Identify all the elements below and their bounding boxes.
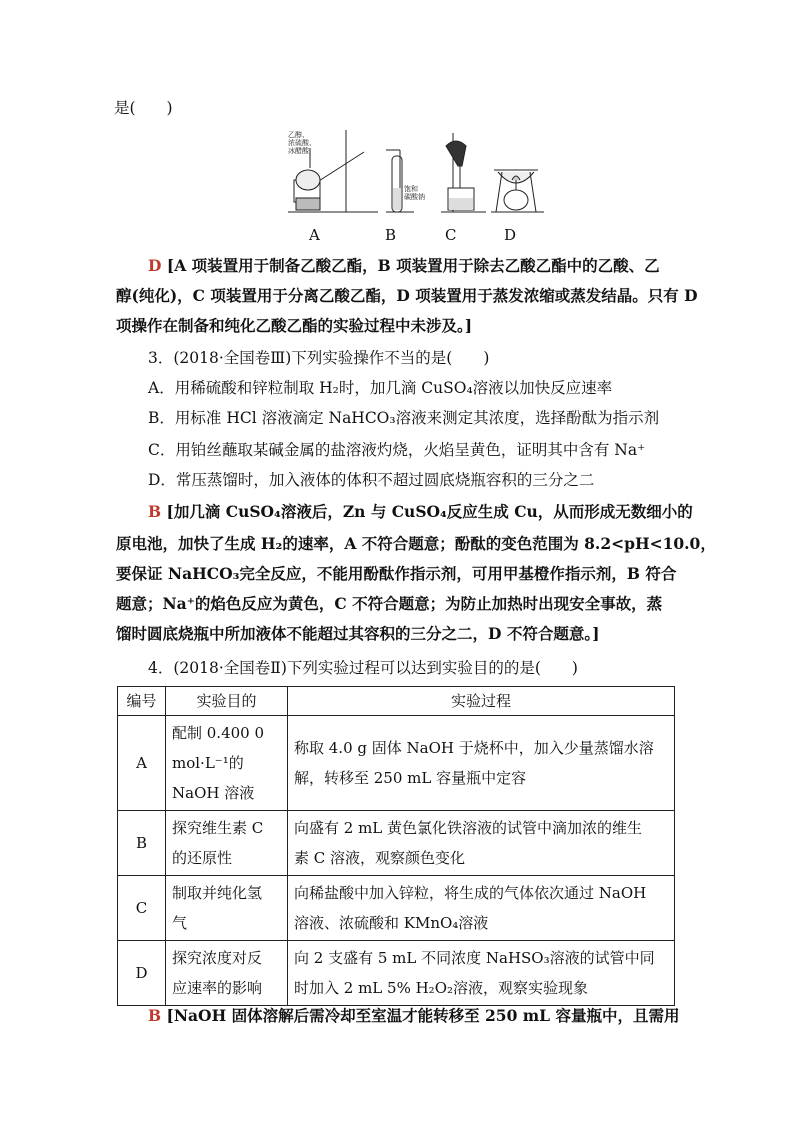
apparatus-d-illustration [491, 170, 544, 212]
row-b-process-1: 向盛有 2 mL 黄色氯化铁溶液的试管中滴加浓的维生 [294, 819, 643, 837]
question-stem-tail: 是( ) [114, 99, 173, 117]
q3-answer-line-2: 原电池，加快了生成 H₂的速率，A 不符合题意；酚酞的变色范围为 8.2<pH<10.0， [116, 534, 716, 553]
row-d-id: D [118, 941, 166, 1006]
q3-answer-letter: B [148, 502, 162, 521]
q4-table-header-row [118, 687, 675, 716]
q4-stem: 4．(2018·全国卷Ⅱ)下列实验过程可以达到实验目的的是( ) [148, 659, 578, 677]
apparatus-a-illustration [288, 130, 378, 212]
row-b-process-2: 素 C 溶液，观察颜色变化 [294, 849, 466, 867]
figure-label-a: A [309, 226, 320, 244]
row-d-purpose [166, 941, 288, 1006]
q2-answer-line-3: 项操作在制备和纯化乙酸乙酯的实验过程中未涉及。] [116, 316, 473, 335]
figure-label-b: B [385, 226, 397, 244]
apparatus-b-text-2: 碳酸钠 [404, 193, 425, 201]
row-c-process-1: 向稀盐酸中加入锌粒，将生成的气体依次通过 NaOH [294, 884, 647, 902]
apparatus-a-text-2: 浓硫酸、 [288, 139, 316, 147]
row-c-purpose-1: 制取并纯化氢 [172, 884, 263, 902]
q3-answer-line-4: 题意；Na⁺的焰色反应为黄色，C 不符合题意；为防止加热时出现安全事故，蒸 [116, 594, 663, 613]
q4-table [117, 686, 675, 1006]
row-d-process [288, 941, 675, 1006]
q3-answer-line-3: 要保证 NaHCO₃完全反应，不能用酚酞作指示剂，可用甲基橙作指示剂，B 符合 [116, 564, 677, 583]
row-b-purpose [166, 811, 288, 876]
apparatus-b-text-1: 饱和 [404, 185, 418, 193]
row-a-process [288, 716, 675, 811]
q3-answer-line-1 [148, 502, 693, 522]
q3-answer-line-5: 馏时圆底烧瓶中所加液体不能超过其容积的三分之二，D 不符合题意。] [116, 624, 600, 643]
q4-answer-line-1 [148, 1006, 679, 1026]
apparatus-a-text-3: 冰醋酸 [288, 147, 309, 155]
q4-header-id: 编号 [118, 687, 166, 716]
q4-answer-letter: B [148, 1006, 162, 1025]
row-c-purpose [166, 876, 288, 941]
row-c-process [288, 876, 675, 941]
q4-header-process: 实验过程 [288, 687, 675, 716]
row-b-purpose-1: 探究维生素 C [172, 819, 264, 837]
apparatus-figure [286, 128, 546, 220]
q3-option-c: C．用铂丝蘸取某碱金属的盐溶液灼烧，火焰呈黄色，证明其中含有 Na⁺ [148, 441, 646, 459]
row-a-id: A [118, 716, 166, 811]
row-d-process-1: 向 2 支盛有 5 mL 不同浓度 NaHSO₃溶液的试管中同 [294, 949, 655, 967]
apparatus-c-illustration [441, 133, 486, 212]
row-d-purpose-2: 应速率的影响 [172, 979, 263, 997]
apparatus-b-illustration [386, 150, 425, 212]
table-row [118, 811, 675, 876]
row-d-purpose-1: 探究浓度对反 [172, 949, 263, 967]
q3-stem: 3．(2018·全国卷Ⅲ)下列实验操作不当的是( ) [148, 349, 490, 367]
figure-label-c: C [445, 226, 457, 244]
row-b-process [288, 811, 675, 876]
q3-option-b: B．用标准 HCl 溶液滴定 NaHCO₃溶液来测定其浓度，选择酚酞为指示剂 [148, 409, 660, 427]
q2-answer-text-1: [A 项装置用于制备乙酸乙酯，B 项装置用于除去乙酸乙酯中的乙酸、乙 [166, 256, 660, 275]
q3-option-a: A．用稀硫酸和锌粒制取 H₂时，加几滴 CuSO₄溶液以加快反应速率 [148, 379, 613, 397]
table-row [118, 716, 675, 811]
figure-label-d: D [504, 226, 517, 244]
row-d-process-2: 时加入 2 mL 5% H₂O₂溶液，观察实验现象 [294, 979, 589, 997]
row-a-process-2: 解，转移至 250 mL 容量瓶中定容 [294, 769, 527, 787]
q3-answer-text-1: [加几滴 CuSO₄溶液后，Zn 与 CuSO₄反应生成 Cu，从而形成无数细小的 [166, 502, 693, 521]
row-a-purpose-3: NaOH 溶液 [172, 784, 255, 802]
row-c-id: C [118, 876, 166, 941]
q3-option-d: D．常压蒸馏时，加入液体的体积不超过圆底烧瓶容积的三分之二 [148, 471, 595, 489]
row-a-purpose [166, 716, 288, 811]
table-row [118, 876, 675, 941]
row-a-purpose-2: mol·L⁻¹的 [172, 754, 244, 772]
apparatus-a-text-1: 乙醇、 [288, 131, 309, 139]
q2-answer-line-1 [148, 256, 660, 276]
q2-answer-line-2: 醇(纯化)，C 项装置用于分离乙酸乙酯，D 项装置用于蒸发浓缩或蒸发结晶。只有 D [116, 286, 698, 305]
row-a-process-1: 称取 4.0 g 固体 NaOH 于烧杯中，加入少量蒸馏水溶 [294, 739, 654, 757]
row-a-purpose-1: 配制 0.400 0 [172, 724, 265, 742]
table-row [118, 941, 675, 1006]
q4-header-purpose: 实验目的 [166, 687, 288, 716]
q4-answer-text-1: [NaOH 固体溶解后需冷却至室温才能转移至 250 mL 容量瓶中，且需用 [166, 1006, 680, 1025]
row-c-process-2: 溶液、浓硫酸和 KMnO₄溶液 [294, 914, 489, 932]
row-b-id: B [118, 811, 166, 876]
row-c-purpose-2: 气 [172, 914, 188, 932]
row-b-purpose-2: 的还原性 [172, 849, 233, 867]
q2-answer-letter: D [148, 256, 162, 275]
